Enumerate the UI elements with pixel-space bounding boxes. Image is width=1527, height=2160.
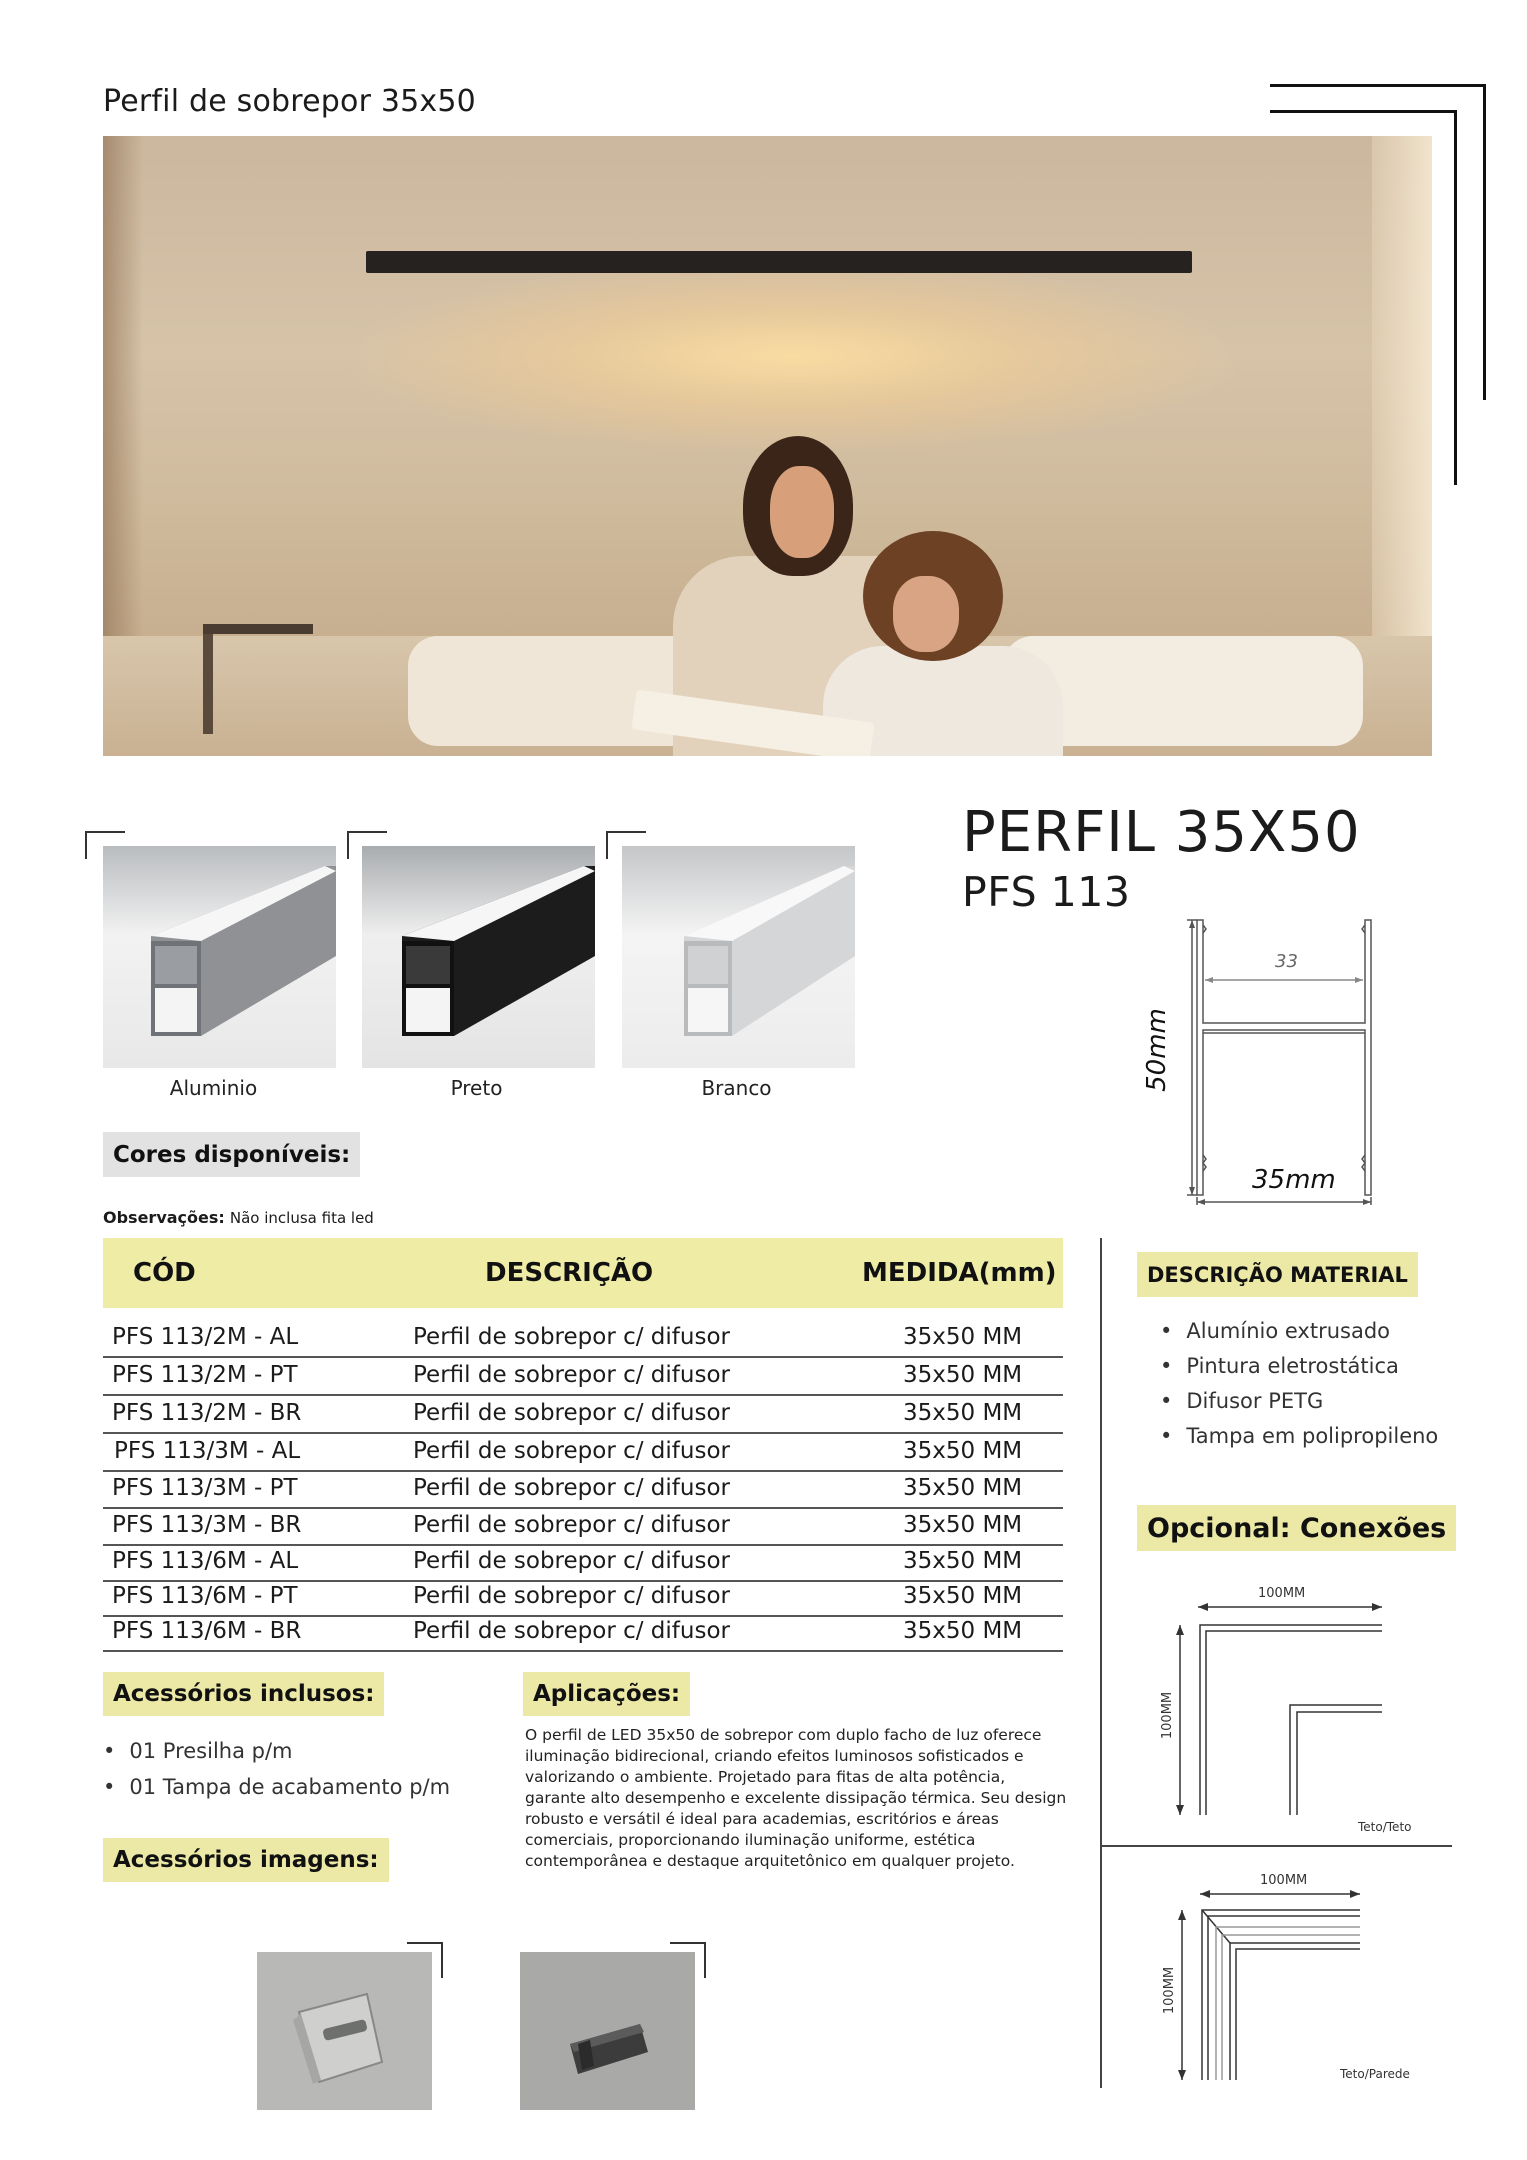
swatch-label-preto: Preto (450, 1076, 503, 1100)
table-row (103, 1616, 1063, 1652)
cell-measure: 35x50 MM (903, 1438, 1023, 1464)
product-code: PFS 113 (962, 868, 1131, 916)
swatch-aluminio (103, 846, 336, 1068)
header-code: CÓD (133, 1258, 196, 1288)
cell-code: PFS 113/3M - AL (114, 1438, 301, 1464)
accessories-list (103, 1733, 450, 1805)
observations (103, 1208, 374, 1227)
table-row (103, 1398, 1063, 1434)
led-profile-lamp (366, 251, 1192, 273)
connection-width-label: 100MM (1260, 1873, 1308, 1888)
colors-heading: Cores disponíveis: (103, 1132, 360, 1177)
column-divider (1100, 1238, 1102, 2088)
list-item: • Difusor PETG (1160, 1384, 1438, 1419)
connection-teto-teto (1150, 1580, 1430, 1840)
list-item: • Tampa em polipropileno (1160, 1419, 1438, 1454)
table-row (103, 1581, 1063, 1617)
accessories-images-heading: Acessórios imagens: (103, 1838, 389, 1882)
table-row (103, 1546, 1063, 1582)
product-name: PERFIL 35X50 (962, 800, 1361, 865)
hero-photo (103, 136, 1432, 756)
cell-description: Perfil de sobrepor c/ difusor (413, 1438, 730, 1464)
cell-measure: 35x50 MM (903, 1548, 1023, 1574)
connection-width-label: 100MM (1258, 1586, 1306, 1601)
table-row (103, 1360, 1063, 1396)
list-item: • 01 Presilha p/m (103, 1733, 450, 1769)
cell-code: PFS 113/3M - PT (112, 1475, 298, 1501)
connection-divider (1100, 1845, 1452, 1847)
header-measure: MEDIDA(mm) (862, 1258, 1057, 1288)
table-row (103, 1510, 1063, 1546)
observations-label: Observações: (103, 1208, 225, 1227)
cell-measure: 35x50 MM (903, 1475, 1023, 1501)
cell-measure: 35x50 MM (903, 1400, 1023, 1426)
dim-inner-label: 33 (1275, 951, 1298, 972)
end-cap-image (520, 1952, 695, 2110)
cell-measure: 35x50 MM (903, 1618, 1023, 1644)
page-title: Perfil de sobrepor 35x50 (103, 84, 476, 119)
connection-type-label: Teto/Teto (1358, 1820, 1412, 1834)
swatch-preto (362, 846, 595, 1068)
cell-measure: 35x50 MM (903, 1324, 1023, 1350)
connection-height-label: 100MM (1160, 1691, 1176, 1740)
cell-description: Perfil de sobrepor c/ difusor (413, 1512, 730, 1538)
connection-teto-parede (1150, 1865, 1430, 2085)
applications-text: O perfil de LED 35x50 de sobrepor com duplo facho de luz oferece iluminação bidirecional, criando efeitos luminosos sofisticados e valorizando o ambiente. Projetado para fitas de alta potência, garante alto desempenho e excelente dissipação térmica. Seu design robusto e versátil é ideal para academias, escritórios e áreas comerciais, proporcionando iluminação uniforme, estética contemporânea e destaque arquitetônico em qualquer projeto. (525, 1726, 1067, 1870)
cell-code: PFS 113/3M - BR (112, 1512, 302, 1538)
cell-code: PFS 113/6M - PT (112, 1583, 298, 1609)
cell-description: Perfil de sobrepor c/ difusor (413, 1583, 730, 1609)
connection-height-label: 100MM (1162, 1966, 1178, 2015)
material-heading: DESCRIÇÃO MATERIAL (1137, 1252, 1418, 1297)
clip-image (257, 1952, 432, 2110)
table-row (103, 1322, 1063, 1358)
accessories-heading: Acessórios inclusos: (103, 1672, 384, 1716)
cell-code: PFS 113/2M - BR (112, 1400, 302, 1426)
cell-description: Perfil de sobrepor c/ difusor (413, 1475, 730, 1501)
table-row (103, 1473, 1063, 1509)
list-item: • 01 Tampa de acabamento p/m (103, 1769, 450, 1805)
profile-cross-section-drawing (1125, 915, 1395, 1205)
swatch-label-branco: Branco (701, 1076, 772, 1100)
cell-measure: 35x50 MM (903, 1512, 1023, 1538)
cell-measure: 35x50 MM (903, 1362, 1023, 1388)
swatch-label-aluminio: Aluminio (169, 1076, 258, 1100)
cell-code: PFS 113/2M - AL (112, 1324, 299, 1350)
cell-description: Perfil de sobrepor c/ difusor (413, 1324, 730, 1350)
cell-code: PFS 113/2M - PT (112, 1362, 298, 1388)
applications-heading: Aplicações: (523, 1672, 690, 1716)
material-list (1160, 1314, 1438, 1454)
connection-type-label: Teto/Parede (1340, 2067, 1410, 2081)
header-description: DESCRIÇÃO (485, 1258, 654, 1288)
cell-description: Perfil de sobrepor c/ difusor (413, 1548, 730, 1574)
table-row (103, 1436, 1063, 1472)
cell-measure: 35x50 MM (903, 1583, 1023, 1609)
cell-description: Perfil de sobrepor c/ difusor (413, 1362, 730, 1388)
list-item: • Alumínio extrusado (1160, 1314, 1438, 1349)
dim-height-label: 50mm (1141, 1008, 1172, 1092)
swatch-branco (622, 846, 855, 1068)
list-item: • Pintura eletrostática (1160, 1349, 1438, 1384)
cell-code: PFS 113/6M - BR (112, 1618, 302, 1644)
cell-code: PFS 113/6M - AL (112, 1548, 299, 1574)
cell-description: Perfil de sobrepor c/ difusor (413, 1618, 730, 1644)
observations-text: Não inclusa fita led (229, 1209, 374, 1227)
dim-width-label: 35mm (1252, 1165, 1336, 1195)
cell-description: Perfil de sobrepor c/ difusor (413, 1400, 730, 1426)
optional-heading: Opcional: Conexões (1137, 1505, 1456, 1551)
